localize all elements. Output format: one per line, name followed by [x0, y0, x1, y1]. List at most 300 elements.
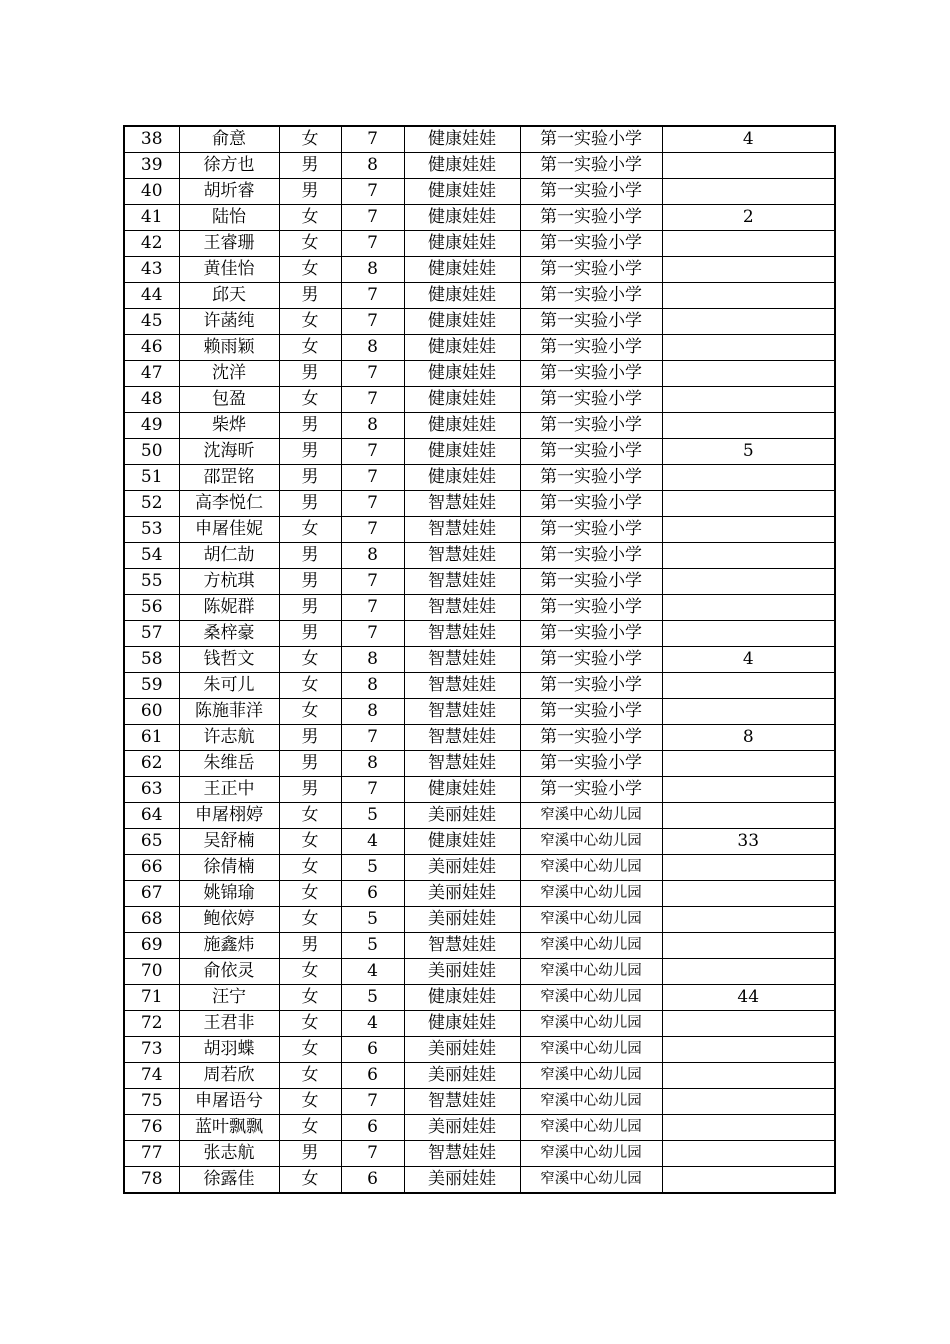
award-category-cell: 健康娃娃 — [404, 361, 520, 387]
student-name-cell: 邵罡铭 — [179, 465, 279, 491]
age-cell: 7 — [341, 465, 404, 491]
row-number-cell: 58 — [124, 647, 179, 673]
row-number-cell: 77 — [124, 1141, 179, 1167]
award-category-cell: 健康娃娃 — [404, 126, 520, 153]
gender-cell: 男 — [279, 153, 341, 179]
table-row — [124, 361, 835, 387]
award-category-cell: 健康娃娃 — [404, 283, 520, 309]
row-number-cell: 68 — [124, 907, 179, 933]
count-cell: 5 — [662, 439, 835, 465]
age-cell: 8 — [341, 699, 404, 725]
age-cell: 7 — [341, 231, 404, 257]
count-cell — [662, 1011, 835, 1037]
award-category-cell: 智慧娃娃 — [404, 517, 520, 543]
award-category-cell: 健康娃娃 — [404, 205, 520, 231]
age-cell: 6 — [341, 1167, 404, 1194]
table-row — [124, 126, 835, 153]
student-name-cell: 胡仁劼 — [179, 543, 279, 569]
table-row — [124, 179, 835, 205]
row-number-cell: 76 — [124, 1115, 179, 1141]
gender-cell: 男 — [279, 621, 341, 647]
row-number-cell: 50 — [124, 439, 179, 465]
award-category-cell: 美丽娃娃 — [404, 1115, 520, 1141]
count-cell: 33 — [662, 829, 835, 855]
student-name-cell: 柴烨 — [179, 413, 279, 439]
gender-cell: 女 — [279, 985, 341, 1011]
count-cell — [662, 855, 835, 881]
table-row — [124, 985, 835, 1011]
row-number-cell: 52 — [124, 491, 179, 517]
count-cell — [662, 231, 835, 257]
count-cell: 2 — [662, 205, 835, 231]
school-cell: 窄溪中心幼儿园 — [520, 907, 662, 933]
student-name-cell: 申屠佳妮 — [179, 517, 279, 543]
student-name-cell: 周若欣 — [179, 1063, 279, 1089]
gender-cell: 男 — [279, 491, 341, 517]
gender-cell: 女 — [279, 205, 341, 231]
age-cell: 6 — [341, 1037, 404, 1063]
row-number-cell: 61 — [124, 725, 179, 751]
count-cell — [662, 491, 835, 517]
student-name-cell: 胡羽蝶 — [179, 1037, 279, 1063]
school-cell: 第一实验小学 — [520, 413, 662, 439]
count-cell — [662, 361, 835, 387]
row-number-cell: 67 — [124, 881, 179, 907]
row-number-cell: 57 — [124, 621, 179, 647]
row-number-cell: 62 — [124, 751, 179, 777]
student-name-cell: 陈妮群 — [179, 595, 279, 621]
award-category-cell: 智慧娃娃 — [404, 1141, 520, 1167]
student-name-cell: 朱可儿 — [179, 673, 279, 699]
school-cell: 第一实验小学 — [520, 491, 662, 517]
gender-cell: 女 — [279, 855, 341, 881]
student-name-cell: 桑梓豪 — [179, 621, 279, 647]
school-cell: 第一实验小学 — [520, 283, 662, 309]
school-cell: 窄溪中心幼儿园 — [520, 855, 662, 881]
gender-cell: 女 — [279, 1063, 341, 1089]
table-row — [124, 153, 835, 179]
award-category-cell: 健康娃娃 — [404, 179, 520, 205]
age-cell: 4 — [341, 829, 404, 855]
table-row — [124, 257, 835, 283]
table-row — [124, 1089, 835, 1115]
age-cell: 7 — [341, 595, 404, 621]
table-row — [124, 1115, 835, 1141]
award-category-cell: 智慧娃娃 — [404, 621, 520, 647]
student-name-cell: 王君非 — [179, 1011, 279, 1037]
table-row — [124, 621, 835, 647]
table-row — [124, 725, 835, 751]
row-number-cell: 72 — [124, 1011, 179, 1037]
age-cell: 7 — [341, 491, 404, 517]
age-cell: 7 — [341, 387, 404, 413]
age-cell: 4 — [341, 1011, 404, 1037]
gender-cell: 男 — [279, 725, 341, 751]
table-row — [124, 1141, 835, 1167]
award-category-cell: 美丽娃娃 — [404, 855, 520, 881]
row-number-cell: 73 — [124, 1037, 179, 1063]
gender-cell: 女 — [279, 257, 341, 283]
table-row — [124, 543, 835, 569]
student-name-cell: 王睿珊 — [179, 231, 279, 257]
gender-cell: 女 — [279, 231, 341, 257]
award-category-cell: 智慧娃娃 — [404, 569, 520, 595]
age-cell: 7 — [341, 361, 404, 387]
row-number-cell: 53 — [124, 517, 179, 543]
school-cell: 第一实验小学 — [520, 673, 662, 699]
gender-cell: 男 — [279, 1141, 341, 1167]
table-row — [124, 803, 835, 829]
award-category-cell: 智慧娃娃 — [404, 595, 520, 621]
award-category-cell: 健康娃娃 — [404, 387, 520, 413]
table-row — [124, 309, 835, 335]
gender-cell: 女 — [279, 829, 341, 855]
table-row — [124, 1037, 835, 1063]
award-category-cell: 美丽娃娃 — [404, 1167, 520, 1194]
row-number-cell: 48 — [124, 387, 179, 413]
row-number-cell: 39 — [124, 153, 179, 179]
student-name-cell: 赖雨颖 — [179, 335, 279, 361]
count-cell — [662, 543, 835, 569]
student-name-cell: 徐方也 — [179, 153, 279, 179]
gender-cell: 女 — [279, 335, 341, 361]
gender-cell: 女 — [279, 1167, 341, 1194]
count-cell — [662, 283, 835, 309]
student-name-cell: 许菡纯 — [179, 309, 279, 335]
table-row — [124, 751, 835, 777]
count-cell — [662, 309, 835, 335]
table-row — [124, 933, 835, 959]
count-cell — [662, 517, 835, 543]
gender-cell: 女 — [279, 881, 341, 907]
gender-cell: 男 — [279, 413, 341, 439]
student-name-cell: 徐露佳 — [179, 1167, 279, 1194]
school-cell: 第一实验小学 — [520, 569, 662, 595]
age-cell: 5 — [341, 933, 404, 959]
row-number-cell: 59 — [124, 673, 179, 699]
count-cell: 44 — [662, 985, 835, 1011]
count-cell — [662, 1063, 835, 1089]
gender-cell: 女 — [279, 1011, 341, 1037]
table-row — [124, 907, 835, 933]
award-category-cell: 美丽娃娃 — [404, 1037, 520, 1063]
row-number-cell: 60 — [124, 699, 179, 725]
table-row — [124, 1011, 835, 1037]
award-category-cell: 健康娃娃 — [404, 153, 520, 179]
award-category-cell: 智慧娃娃 — [404, 1089, 520, 1115]
school-cell: 窄溪中心幼儿园 — [520, 803, 662, 829]
award-category-cell: 智慧娃娃 — [404, 647, 520, 673]
age-cell: 7 — [341, 621, 404, 647]
student-name-cell: 陈施菲洋 — [179, 699, 279, 725]
count-cell — [662, 777, 835, 803]
school-cell: 第一实验小学 — [520, 465, 662, 491]
school-cell: 窄溪中心幼儿园 — [520, 1115, 662, 1141]
row-number-cell: 40 — [124, 179, 179, 205]
age-cell: 8 — [341, 413, 404, 439]
age-cell: 7 — [341, 725, 404, 751]
school-cell: 第一实验小学 — [520, 179, 662, 205]
row-number-cell: 56 — [124, 595, 179, 621]
table-row — [124, 1167, 835, 1194]
table-row — [124, 1063, 835, 1089]
age-cell: 7 — [341, 309, 404, 335]
award-category-cell: 美丽娃娃 — [404, 803, 520, 829]
count-cell — [662, 1037, 835, 1063]
school-cell: 第一实验小学 — [520, 153, 662, 179]
student-name-cell: 包盈 — [179, 387, 279, 413]
school-cell: 窄溪中心幼儿园 — [520, 985, 662, 1011]
age-cell: 8 — [341, 335, 404, 361]
student-name-cell: 黄佳怡 — [179, 257, 279, 283]
age-cell: 7 — [341, 126, 404, 153]
age-cell: 7 — [341, 1141, 404, 1167]
age-cell: 5 — [341, 907, 404, 933]
age-cell: 8 — [341, 257, 404, 283]
student-name-cell: 胡圻睿 — [179, 179, 279, 205]
award-category-cell: 健康娃娃 — [404, 985, 520, 1011]
age-cell: 8 — [341, 751, 404, 777]
gender-cell: 女 — [279, 517, 341, 543]
school-cell: 第一实验小学 — [520, 387, 662, 413]
school-cell: 第一实验小学 — [520, 543, 662, 569]
age-cell: 7 — [341, 179, 404, 205]
student-name-cell: 姚锦瑜 — [179, 881, 279, 907]
age-cell: 8 — [341, 647, 404, 673]
award-category-cell: 健康娃娃 — [404, 465, 520, 491]
table-row — [124, 647, 835, 673]
school-cell: 第一实验小学 — [520, 699, 662, 725]
row-number-cell: 74 — [124, 1063, 179, 1089]
age-cell: 7 — [341, 1089, 404, 1115]
age-cell: 6 — [341, 881, 404, 907]
count-cell — [662, 803, 835, 829]
row-number-cell: 42 — [124, 231, 179, 257]
count-cell — [662, 387, 835, 413]
school-cell: 窄溪中心幼儿园 — [520, 933, 662, 959]
age-cell: 8 — [341, 153, 404, 179]
award-category-cell: 美丽娃娃 — [404, 1063, 520, 1089]
row-number-cell: 38 — [124, 126, 179, 153]
gender-cell: 男 — [279, 439, 341, 465]
school-cell: 第一实验小学 — [520, 361, 662, 387]
student-name-cell: 沈海昕 — [179, 439, 279, 465]
gender-cell: 女 — [279, 647, 341, 673]
student-name-cell: 朱维岳 — [179, 751, 279, 777]
student-name-cell: 俞意 — [179, 126, 279, 153]
row-number-cell: 47 — [124, 361, 179, 387]
table-row — [124, 465, 835, 491]
count-cell — [662, 699, 835, 725]
count-cell — [662, 179, 835, 205]
table-row — [124, 491, 835, 517]
age-cell: 5 — [341, 855, 404, 881]
student-name-cell: 鲍依婷 — [179, 907, 279, 933]
count-cell — [662, 881, 835, 907]
award-category-cell: 健康娃娃 — [404, 257, 520, 283]
student-name-cell: 沈洋 — [179, 361, 279, 387]
gender-cell: 男 — [279, 543, 341, 569]
table-row — [124, 335, 835, 361]
school-cell: 第一实验小学 — [520, 647, 662, 673]
row-number-cell: 75 — [124, 1089, 179, 1115]
count-cell — [662, 1167, 835, 1194]
award-category-cell: 健康娃娃 — [404, 231, 520, 257]
school-cell: 第一实验小学 — [520, 205, 662, 231]
gender-cell: 男 — [279, 283, 341, 309]
age-cell: 6 — [341, 1115, 404, 1141]
count-cell — [662, 413, 835, 439]
roster-body — [124, 126, 835, 1193]
count-cell — [662, 1115, 835, 1141]
school-cell: 第一实验小学 — [520, 231, 662, 257]
award-category-cell: 健康娃娃 — [404, 413, 520, 439]
student-name-cell: 吴舒楠 — [179, 829, 279, 855]
count-cell — [662, 335, 835, 361]
age-cell: 7 — [341, 517, 404, 543]
row-number-cell: 65 — [124, 829, 179, 855]
award-category-cell: 健康娃娃 — [404, 777, 520, 803]
table-row — [124, 595, 835, 621]
school-cell: 第一实验小学 — [520, 335, 662, 361]
count-cell — [662, 907, 835, 933]
roster-table — [123, 125, 836, 1194]
gender-cell: 女 — [279, 309, 341, 335]
gender-cell: 男 — [279, 777, 341, 803]
gender-cell: 女 — [279, 673, 341, 699]
student-name-cell: 申屠语兮 — [179, 1089, 279, 1115]
student-name-cell: 邱天 — [179, 283, 279, 309]
count-cell — [662, 621, 835, 647]
student-name-cell: 俞依灵 — [179, 959, 279, 985]
gender-cell: 女 — [279, 699, 341, 725]
school-cell: 窄溪中心幼儿园 — [520, 1037, 662, 1063]
gender-cell: 女 — [279, 803, 341, 829]
gender-cell: 男 — [279, 465, 341, 491]
table-row — [124, 881, 835, 907]
count-cell: 4 — [662, 647, 835, 673]
count-cell — [662, 153, 835, 179]
count-cell — [662, 1089, 835, 1115]
school-cell: 窄溪中心幼儿园 — [520, 1089, 662, 1115]
gender-cell: 女 — [279, 907, 341, 933]
row-number-cell: 46 — [124, 335, 179, 361]
count-cell — [662, 933, 835, 959]
school-cell: 第一实验小学 — [520, 517, 662, 543]
award-category-cell: 智慧娃娃 — [404, 699, 520, 725]
school-cell: 窄溪中心幼儿园 — [520, 1063, 662, 1089]
school-cell: 窄溪中心幼儿园 — [520, 1011, 662, 1037]
student-name-cell: 汪宁 — [179, 985, 279, 1011]
award-category-cell: 健康娃娃 — [404, 309, 520, 335]
gender-cell: 男 — [279, 569, 341, 595]
award-category-cell: 智慧娃娃 — [404, 491, 520, 517]
gender-cell: 女 — [279, 1037, 341, 1063]
age-cell: 7 — [341, 569, 404, 595]
row-number-cell: 45 — [124, 309, 179, 335]
table-row — [124, 387, 835, 413]
age-cell: 7 — [341, 283, 404, 309]
school-cell: 第一实验小学 — [520, 595, 662, 621]
student-name-cell: 徐倩楠 — [179, 855, 279, 881]
count-cell: 8 — [662, 725, 835, 751]
student-name-cell: 王正中 — [179, 777, 279, 803]
student-name-cell: 高李悦仁 — [179, 491, 279, 517]
school-cell: 第一实验小学 — [520, 621, 662, 647]
gender-cell: 女 — [279, 126, 341, 153]
school-cell: 窄溪中心幼儿园 — [520, 959, 662, 985]
count-cell — [662, 569, 835, 595]
gender-cell: 女 — [279, 1089, 341, 1115]
award-category-cell: 美丽娃娃 — [404, 907, 520, 933]
gender-cell: 男 — [279, 751, 341, 777]
count-cell — [662, 673, 835, 699]
table-row — [124, 439, 835, 465]
gender-cell: 女 — [279, 1115, 341, 1141]
count-cell — [662, 751, 835, 777]
row-number-cell: 69 — [124, 933, 179, 959]
school-cell: 窄溪中心幼儿园 — [520, 1141, 662, 1167]
gender-cell: 男 — [279, 595, 341, 621]
award-category-cell: 健康娃娃 — [404, 439, 520, 465]
gender-cell: 男 — [279, 179, 341, 205]
school-cell: 窄溪中心幼儿园 — [520, 1167, 662, 1194]
table-row — [124, 205, 835, 231]
school-cell: 第一实验小学 — [520, 439, 662, 465]
count-cell — [662, 959, 835, 985]
age-cell: 8 — [341, 543, 404, 569]
table-row — [124, 673, 835, 699]
row-number-cell: 71 — [124, 985, 179, 1011]
student-name-cell: 施鑫炜 — [179, 933, 279, 959]
table-row — [124, 959, 835, 985]
row-number-cell: 70 — [124, 959, 179, 985]
school-cell: 第一实验小学 — [520, 309, 662, 335]
award-category-cell: 智慧娃娃 — [404, 543, 520, 569]
award-category-cell: 智慧娃娃 — [404, 751, 520, 777]
school-cell: 窄溪中心幼儿园 — [520, 829, 662, 855]
gender-cell: 男 — [279, 361, 341, 387]
count-cell — [662, 257, 835, 283]
age-cell: 7 — [341, 777, 404, 803]
award-category-cell: 健康娃娃 — [404, 1011, 520, 1037]
student-name-cell: 许志航 — [179, 725, 279, 751]
gender-cell: 女 — [279, 387, 341, 413]
student-name-cell: 蓝叶飘飘 — [179, 1115, 279, 1141]
row-number-cell: 44 — [124, 283, 179, 309]
row-number-cell: 43 — [124, 257, 179, 283]
table-row — [124, 413, 835, 439]
count-cell — [662, 595, 835, 621]
row-number-cell: 66 — [124, 855, 179, 881]
row-number-cell: 64 — [124, 803, 179, 829]
row-number-cell: 51 — [124, 465, 179, 491]
count-cell: 4 — [662, 126, 835, 153]
award-category-cell: 健康娃娃 — [404, 829, 520, 855]
school-cell: 第一实验小学 — [520, 257, 662, 283]
count-cell — [662, 1141, 835, 1167]
school-cell: 第一实验小学 — [520, 751, 662, 777]
student-name-cell: 张志航 — [179, 1141, 279, 1167]
award-category-cell: 健康娃娃 — [404, 335, 520, 361]
table-row — [124, 699, 835, 725]
gender-cell: 男 — [279, 933, 341, 959]
age-cell: 8 — [341, 673, 404, 699]
row-number-cell: 63 — [124, 777, 179, 803]
student-name-cell: 申屠栩婷 — [179, 803, 279, 829]
row-number-cell: 54 — [124, 543, 179, 569]
row-number-cell: 41 — [124, 205, 179, 231]
